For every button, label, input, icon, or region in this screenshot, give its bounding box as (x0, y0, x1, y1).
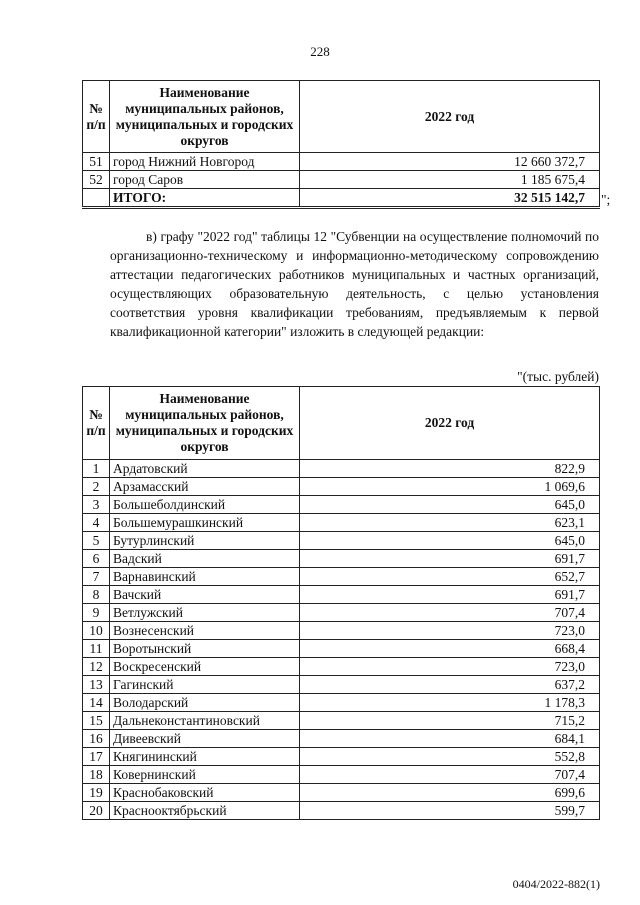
row-name: Княгининский (110, 748, 300, 766)
header-name: Наименование муниципальных районов, муниципальных и городских округов (110, 387, 300, 460)
table-row (83, 514, 600, 532)
table-row (83, 712, 600, 730)
table-row (83, 568, 600, 586)
table-row (83, 478, 600, 496)
row-num: 51 (83, 153, 110, 171)
row-value: 1 069,6 (300, 478, 600, 496)
table-row (83, 622, 600, 640)
row-value: 1 178,3 (300, 694, 600, 712)
row-name: город Нижний Новгород (110, 153, 300, 171)
table-row (83, 604, 600, 622)
row-value: 652,7 (300, 568, 600, 586)
table-row (83, 586, 600, 604)
table-header-row (83, 387, 600, 460)
row-value: 691,7 (300, 550, 600, 568)
row-num: 13 (83, 676, 110, 694)
table-row (83, 640, 600, 658)
total-value: 32 515 142,7 (300, 189, 600, 208)
row-value: 623,1 (300, 514, 600, 532)
row-value: 552,8 (300, 748, 600, 766)
row-name: Ардатовский (110, 460, 300, 478)
table-row (83, 496, 600, 514)
unit-note: "(тыс. рублей) (517, 369, 599, 384)
row-num: 6 (83, 550, 110, 568)
paragraph-text: в) графу "2022 год" таблицы 12 "Субвенции на осуществление полномочий по организационно-техническому и информационно-методическому сопровождению аттестации педагогических работников муниципальных и частных организаций, осуществляющих образовательную деятельность, с целью установления соответствия уровня квалификации требованиям, предъявляемым к первой квалификационной категории" изложить в следующей редакции: (110, 229, 599, 339)
row-num: 4 (83, 514, 110, 532)
total-row (83, 189, 600, 208)
page-number: 228 (310, 44, 330, 59)
row-num: 2 (83, 478, 110, 496)
row-value: 637,2 (300, 676, 600, 694)
table-row (83, 676, 600, 694)
table-header-row (83, 81, 600, 153)
row-num: 18 (83, 766, 110, 784)
header-name: Наименование муниципальных районов, муниципальных и городских округов (110, 81, 300, 153)
subsidy-table-continued (82, 80, 600, 209)
table-row (83, 766, 600, 784)
row-num: 19 (83, 784, 110, 802)
total-num (83, 189, 110, 208)
row-name: Ветлужский (110, 604, 300, 622)
row-value: 668,4 (300, 640, 600, 658)
row-name: Краснобаковский (110, 784, 300, 802)
table-row (83, 658, 600, 676)
row-value: 12 660 372,7 (300, 153, 600, 171)
table-row (83, 784, 600, 802)
row-num: 9 (83, 604, 110, 622)
amendment-paragraph (110, 227, 599, 341)
table-row (83, 153, 600, 171)
table-row (83, 694, 600, 712)
row-name: Бутурлинский (110, 532, 300, 550)
header-num: № п/п (83, 81, 110, 153)
table-row (83, 532, 600, 550)
closing-quote: "; (601, 192, 611, 207)
header-num: № п/п (83, 387, 110, 460)
row-num: 12 (83, 658, 110, 676)
table-row (83, 171, 600, 189)
row-name: Володарский (110, 694, 300, 712)
row-name: Воскресенский (110, 658, 300, 676)
row-value: 599,7 (300, 802, 600, 820)
row-value: 723,0 (300, 622, 600, 640)
header-year: 2022 год (300, 81, 600, 153)
table-row (83, 748, 600, 766)
row-value: 691,7 (300, 586, 600, 604)
row-num: 3 (83, 496, 110, 514)
row-name: Вознесенский (110, 622, 300, 640)
row-value: 707,4 (300, 766, 600, 784)
row-num: 15 (83, 712, 110, 730)
row-num: 14 (83, 694, 110, 712)
row-value: 715,2 (300, 712, 600, 730)
header-year: 2022 год (300, 387, 600, 460)
row-name: Гагинский (110, 676, 300, 694)
row-num: 5 (83, 532, 110, 550)
row-value: 699,6 (300, 784, 600, 802)
row-value: 645,0 (300, 532, 600, 550)
row-name: Варнавинский (110, 568, 300, 586)
row-name: Ковернинский (110, 766, 300, 784)
row-num: 20 (83, 802, 110, 820)
table-row (83, 730, 600, 748)
row-value: 723,0 (300, 658, 600, 676)
row-value: 645,0 (300, 496, 600, 514)
row-value: 1 185 675,4 (300, 171, 600, 189)
table-row (83, 550, 600, 568)
row-value: 822,9 (300, 460, 600, 478)
row-name: Большеболдинский (110, 496, 300, 514)
document-code: 0404/2022-882(1) (512, 877, 600, 891)
total-label: ИТОГО: (110, 189, 300, 208)
table-row (83, 460, 600, 478)
row-num: 17 (83, 748, 110, 766)
row-num: 8 (83, 586, 110, 604)
row-name: Краснооктябрьский (110, 802, 300, 820)
row-name: город Саров (110, 171, 300, 189)
row-num: 52 (83, 171, 110, 189)
row-value: 684,1 (300, 730, 600, 748)
subvention-table-12 (82, 386, 600, 820)
table-body (83, 460, 600, 820)
row-num: 16 (83, 730, 110, 748)
row-value: 707,4 (300, 604, 600, 622)
row-name: Вачский (110, 586, 300, 604)
row-num: 10 (83, 622, 110, 640)
row-name: Дальнеконстантиновский (110, 712, 300, 730)
row-name: Вадский (110, 550, 300, 568)
row-name: Дивеевский (110, 730, 300, 748)
row-num: 1 (83, 460, 110, 478)
row-name: Большемурашкинский (110, 514, 300, 532)
row-num: 11 (83, 640, 110, 658)
table-row (83, 802, 600, 820)
row-name: Арзамасский (110, 478, 300, 496)
row-num: 7 (83, 568, 110, 586)
row-name: Воротынский (110, 640, 300, 658)
